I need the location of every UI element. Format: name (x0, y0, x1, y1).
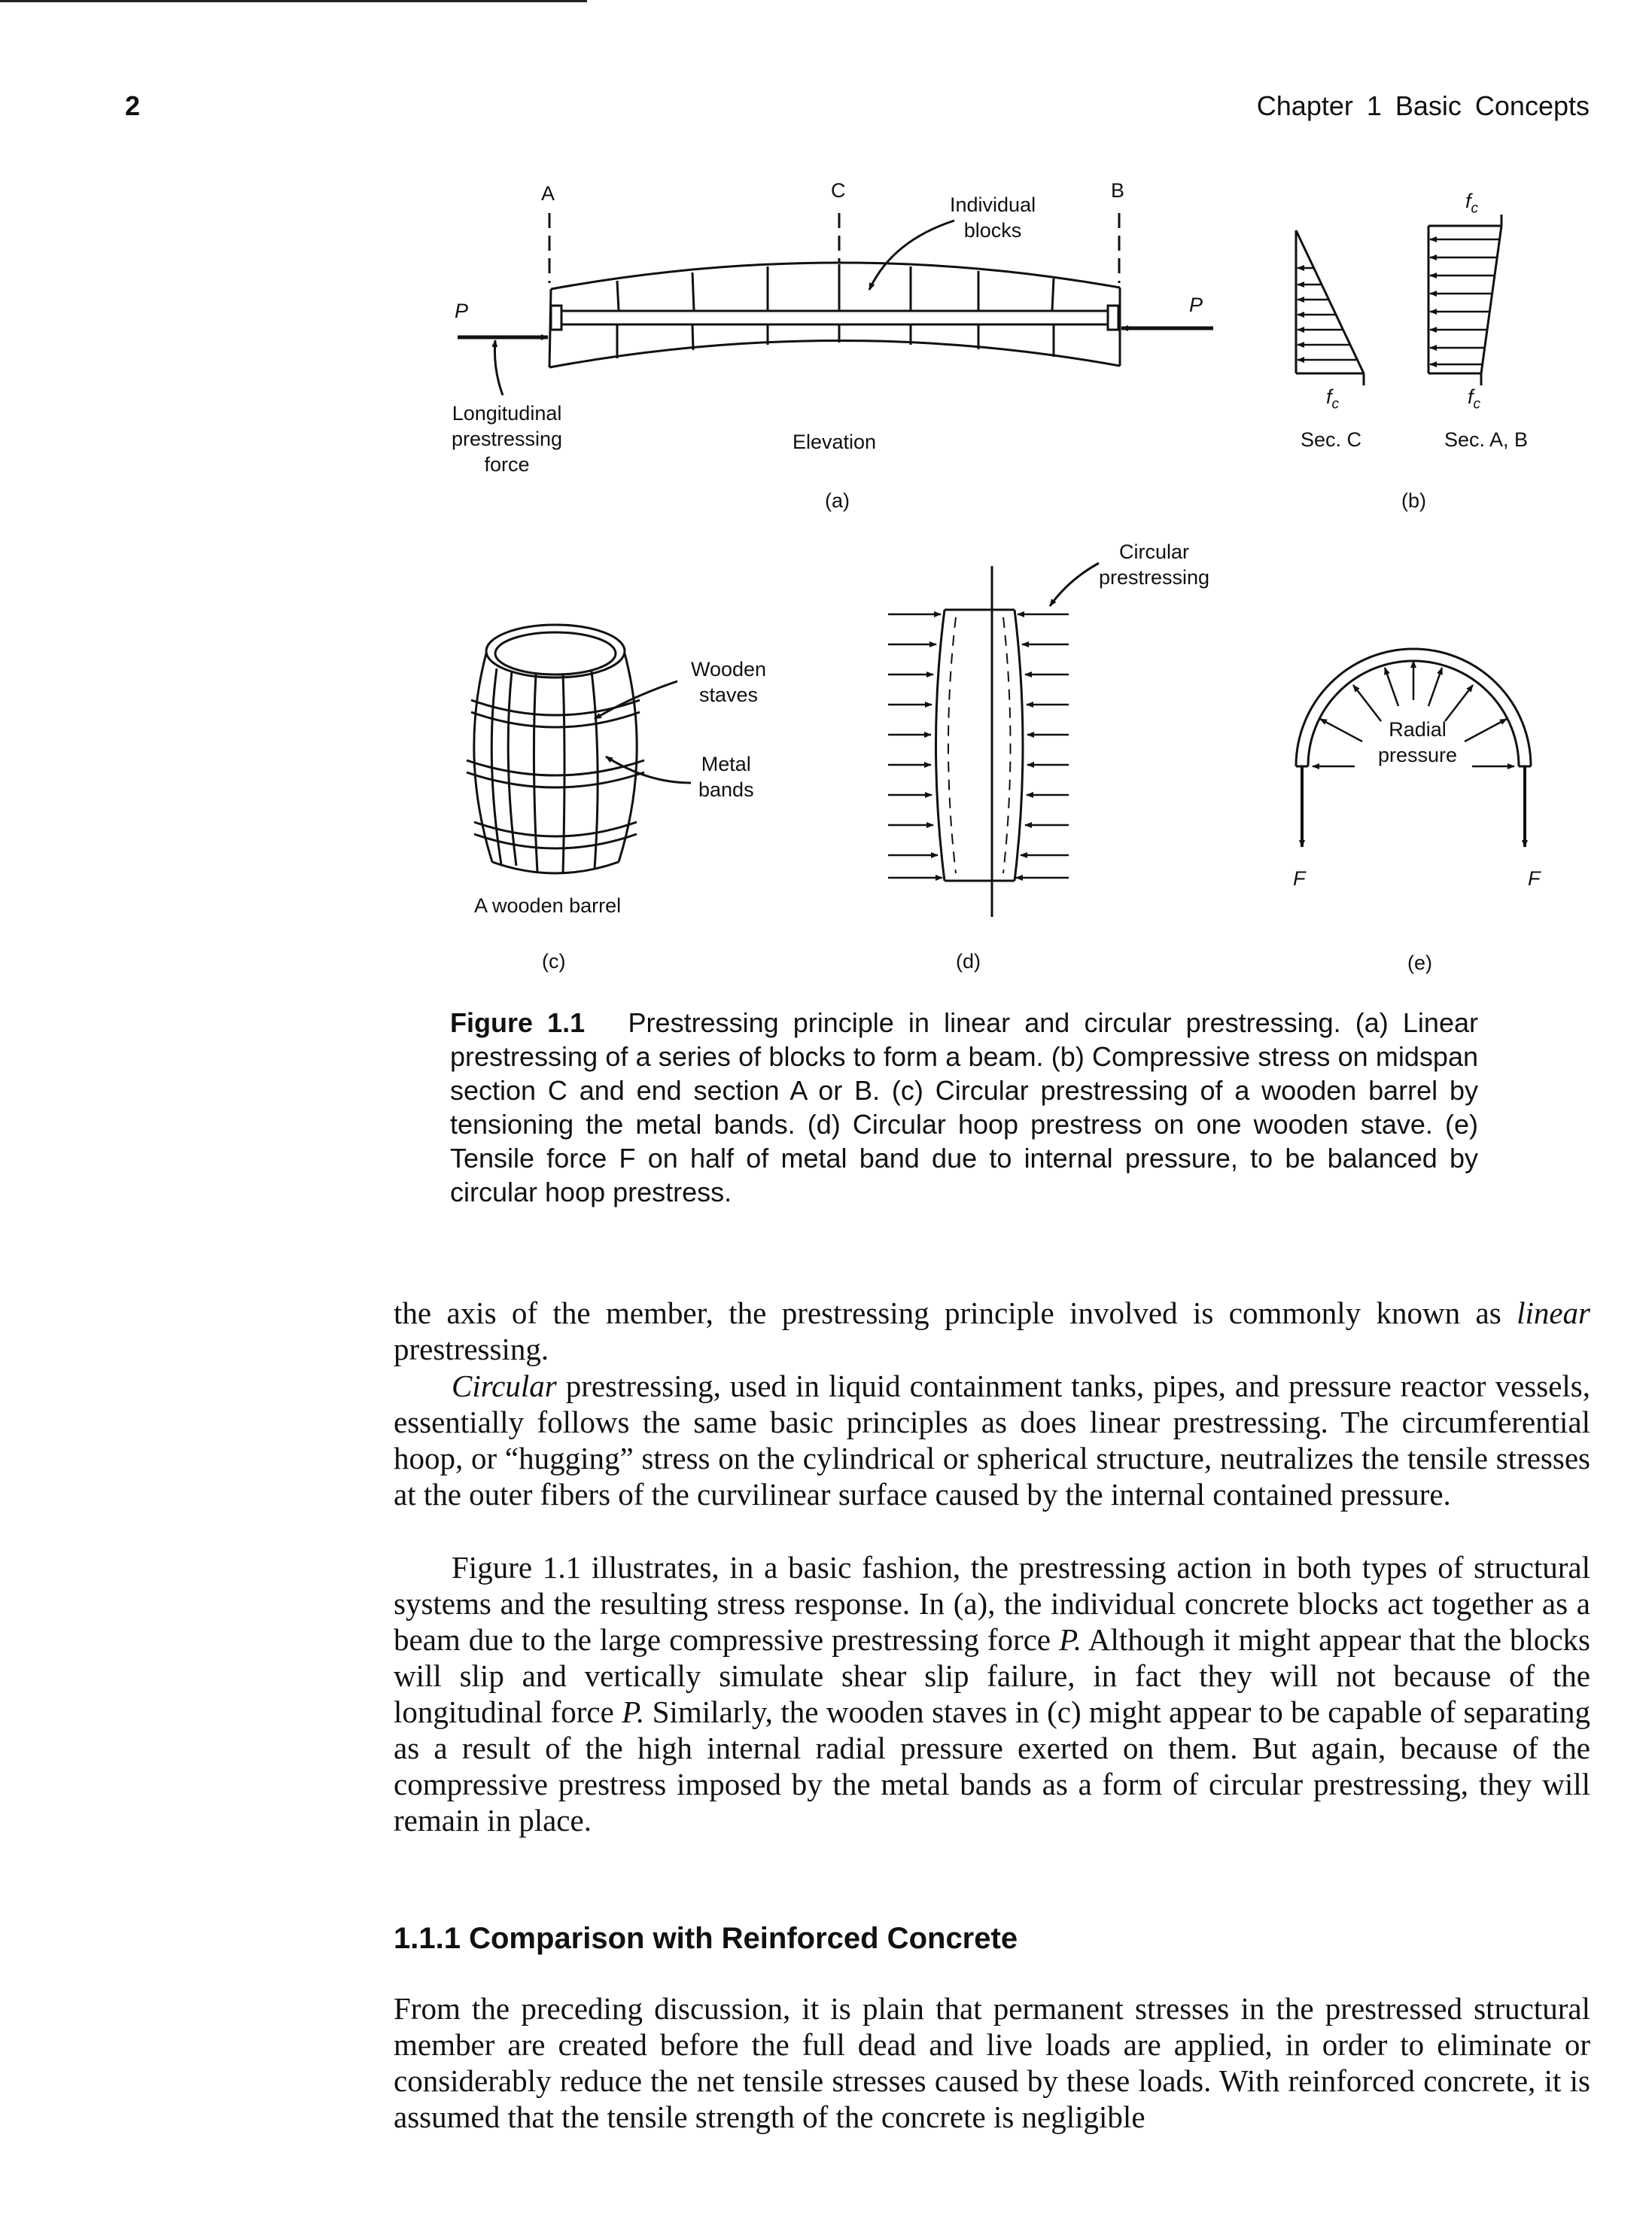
individual-blocks-label: Individual blocks (950, 193, 1036, 242)
label-B: B (1111, 179, 1125, 202)
fc-left-label: $f_c$ (1326, 385, 1340, 413)
label-A: A (541, 182, 555, 205)
stress-diagrams (1296, 215, 1501, 385)
figure-caption-text: Prestressing principle in linear and circular prestressing. (a) Linear prestressing of a series of blocks to form a beam. (b) Compressive stress on midspan section C and end section A or B. (c) Circular prestressing of a wooden barrel by tensioning the metal bands. (d) Circular hoop prestress on one wooden stave. (e) Tensile force F on half of metal band due to internal pressure, to be balanced by circular hoop prestress. (450, 1007, 1478, 1207)
wooden-staves-label: Wooden staves (691, 658, 767, 706)
panel-e-label: (e) (1407, 952, 1432, 974)
paragraph-3: Figure 1.1 illustrates, in a basic fashion, the prestressing action in both types of structural systems and the resulting stress response. In (a), the individual concrete blocks act together as a beam due to the large compressive prestressing force P. Although it might appear that the blocks will slip and vertically simulate shear slip failure, in fact they will not because of the longitudinal force P. Similarly, the wooden staves in (c) might appear to be capable of separating as a result of the high internal radial pressure exerted on them. But again, because of the compressive prestress imposed by the metal bands as a form of circular prestressing, they will remain in place. (394, 1550, 1591, 1838)
paragraph-1: the axis of the member, the prestressing principle involved is commonly known as linear prestressing. (394, 1296, 1590, 1366)
force-P-left: P (455, 300, 469, 322)
paragraph-2: Circular prestressing, used in liquid containment tanks, pipes, and pressure reactor vessels, essentially follows the same basic principles as does linear prestressing. The circumferential hoop, or “hugging” stress on the cylindrical or spherical structure, neutralizes the tensile stresses at the outer fibers of the curvilinear surface caused by the internal contained pressure. (394, 1369, 1590, 1512)
force-F-right: F (1528, 867, 1541, 890)
circular-prestressing-label: Circular prestressing (1099, 541, 1210, 589)
panel-a-label: (a) (825, 489, 850, 512)
force-P-right: P (1189, 294, 1203, 316)
wooden-barrel (467, 625, 691, 873)
figure-caption-label: Figure 1.1 (450, 1007, 586, 1038)
panel-c-label: (c) (542, 950, 566, 973)
fc-right-top-label: $f_c$ (1465, 190, 1479, 217)
section-heading: 1.1.1 Comparison with Reinforced Concrete (394, 1922, 1018, 1955)
panel-d-label: (d) (956, 950, 981, 973)
sec-ab-label: Sec. A, B (1444, 428, 1529, 451)
paragraph-4: From the preceding discussion, it is plain that permanent stresses in the prestressed structural member are created before the full dead and live loads are applied, in order to eliminate or considerably reduce the net tensile stresses caused by these loads. With reinforced concrete, it is assumed that the tensile strength of the concrete is negligible (394, 1991, 1590, 2134)
figure-caption (450, 1006, 1478, 1209)
running-head: Chapter 1 Basic Concepts (1256, 90, 1590, 121)
sec-c-label: Sec. C (1301, 428, 1362, 451)
barrel-caption: A wooden barrel (474, 894, 622, 917)
panel-b-label: (b) (1401, 489, 1426, 512)
fc-right-bottom-label: $f_c$ (1468, 385, 1481, 413)
page-number: 2 (125, 90, 141, 121)
label-C: C (831, 179, 846, 202)
metal-bands-label: Metal bands (698, 753, 754, 801)
beam-elevation (458, 213, 1213, 395)
stave-hoop-prestress (888, 563, 1099, 917)
force-F-left: F (1293, 867, 1306, 890)
radial-pressure-label: Radial pressure (1378, 718, 1458, 766)
elevation-label: Elevation (793, 431, 877, 453)
longitudinal-force-label: Longitudinal prestressing force (452, 402, 563, 476)
